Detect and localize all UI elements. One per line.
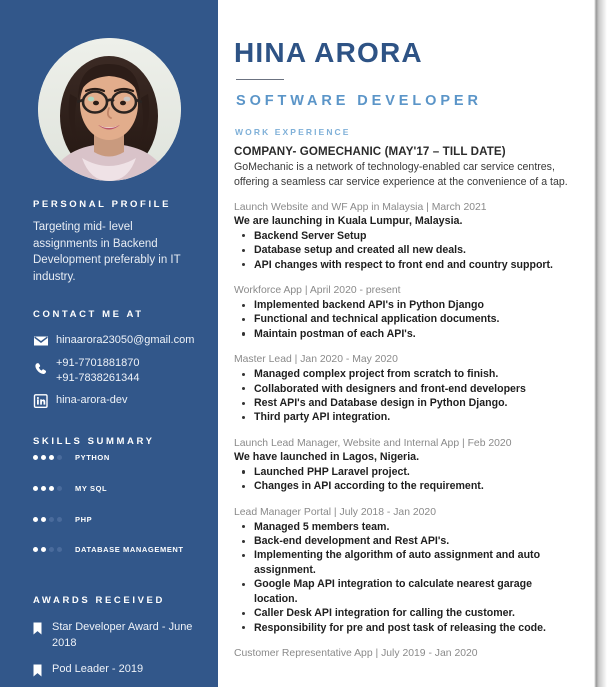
bullet-item: Database setup and created all new deals. (252, 243, 573, 257)
profile-photo (38, 38, 181, 181)
page-edge-shadow (589, 0, 607, 687)
skill-row (33, 484, 107, 493)
project-heading: Workforce App | April 2020 - present (234, 285, 401, 297)
bullet-item: Google Map API integration to calculate nearest garage location. (252, 577, 573, 606)
project-heading: Launch Website and WF App in Malaysia | March 2021 (234, 201, 487, 213)
project-block (234, 285, 573, 341)
skill-level-dots (33, 517, 65, 522)
contact-linkedin[interactable] (33, 394, 128, 408)
job-title: SOFTWARE DEVELOPER (236, 93, 482, 110)
skill-level-dots (33, 486, 65, 491)
bullet-item: Backend Server Setup (252, 229, 573, 243)
award-text: Star Developer Award - June 2018 (52, 621, 193, 649)
project-block (234, 438, 573, 494)
page-title: HINA ARORA (234, 37, 423, 68)
title-divider (236, 79, 284, 80)
linkedin-icon (33, 394, 49, 408)
contact-phone-1: +91-7701881870 (56, 357, 140, 369)
bullet-item: Third party API integration. (252, 410, 573, 424)
project-bullets (234, 465, 573, 494)
awards-heading: AWARDS RECEIVED (33, 595, 165, 606)
skills-heading: SKILLS SUMMARY (33, 436, 155, 447)
personal-profile-text: Targeting mid- level assignments in Backend Development preferably in IT industry. (33, 221, 181, 283)
bullet-item: Rest API's and Database design in Python Django. (252, 396, 573, 410)
skill-level-dots (33, 547, 65, 552)
bullet-item: Functional and technical application documents. (252, 312, 573, 326)
main-column (218, 0, 589, 687)
bullet-item: Managed complex project from scratch to finish. (252, 367, 573, 381)
award-text: Pod Leader - 2019 (52, 663, 144, 675)
award-item (33, 620, 198, 651)
project-block (234, 507, 573, 635)
work-experience-label: WORK EXPERIENCE (235, 127, 351, 138)
bullet-item: Caller Desk API integration for calling the customer. (252, 606, 573, 620)
bullet-item: Changes in API according to the requirement. (252, 479, 573, 493)
skill-row (33, 545, 184, 554)
bookmark-icon (33, 622, 42, 635)
project-bullets (234, 520, 573, 635)
bullet-item: Implemented backend API's in Python Django (252, 298, 573, 312)
bullet-item: Collaborated with designers and front-end developers (252, 382, 573, 396)
phone-icon (33, 362, 49, 376)
project-bullets (234, 298, 573, 341)
bullet-item: Implementing the algorithm of auto assignment and auto assignment. (252, 548, 573, 577)
contact-phone-lines (56, 356, 140, 386)
contact-phone-2: +91-7838261344 (56, 372, 140, 384)
contact-email-text: hinaarora23050@gmail.com (56, 334, 195, 346)
bullet-item: Launched PHP Laravel project. (252, 465, 573, 479)
personal-profile-heading: PERSONAL PROFILE (33, 199, 172, 210)
contact-linkedin-text: hina-arora-dev (56, 394, 128, 406)
project-bullets (234, 229, 573, 272)
contact-heading: CONTACT ME AT (33, 309, 144, 320)
project-bullets (234, 367, 573, 425)
next-project-heading: Customer Representative App | July 2019 - Jan 2020 (234, 647, 478, 659)
project-heading: Launch Lead Manager, Website and Internal App | Feb 2020 (234, 437, 512, 449)
skill-row (33, 515, 92, 524)
skill-label: PYTHON (75, 453, 110, 462)
project-block (234, 202, 573, 272)
bullet-item: Maintain postman of each API's. (252, 327, 573, 341)
project-heading: Lead Manager Portal | July 2018 - Jan 2020 (234, 506, 436, 518)
bullet-item: Back-end development and Rest API's. (252, 534, 573, 548)
project-heading: Master Lead | Jan 2020 - May 2020 (234, 354, 398, 366)
bullet-item: API changes with respect to front end and country support. (252, 258, 573, 272)
envelope-icon (33, 334, 49, 348)
bullet-item: Managed 5 members team. (252, 520, 573, 534)
contact-email[interactable] (33, 334, 194, 348)
company-line: COMPANY- GOMECHANIC (MAY'17 – TILL DATE) (234, 145, 506, 159)
bookmark-icon (33, 664, 42, 677)
avatar (38, 38, 181, 181)
project-lead: We have launched in Lagos, Nigeria. (234, 450, 420, 463)
sidebar (0, 0, 218, 687)
contact-phone[interactable] (33, 356, 140, 386)
bullet-item: Responsibility for pre and post task of releasing the code. (252, 621, 573, 635)
company-description: GoMechanic is a network of technology-enabled car service centres, offering a seamless car service experience at the convenience of a tap. (234, 161, 568, 188)
skill-label: MY SQL (75, 484, 108, 493)
skill-level-dots (33, 455, 65, 460)
skill-label: DATABASE MANAGEMENT (75, 545, 184, 554)
skill-label: PHP (75, 515, 93, 524)
project-block (234, 354, 573, 425)
skill-row (33, 453, 110, 462)
project-lead: We are launching in Kuala Lumpur, Malaysia. (234, 214, 463, 227)
award-item (33, 662, 198, 678)
